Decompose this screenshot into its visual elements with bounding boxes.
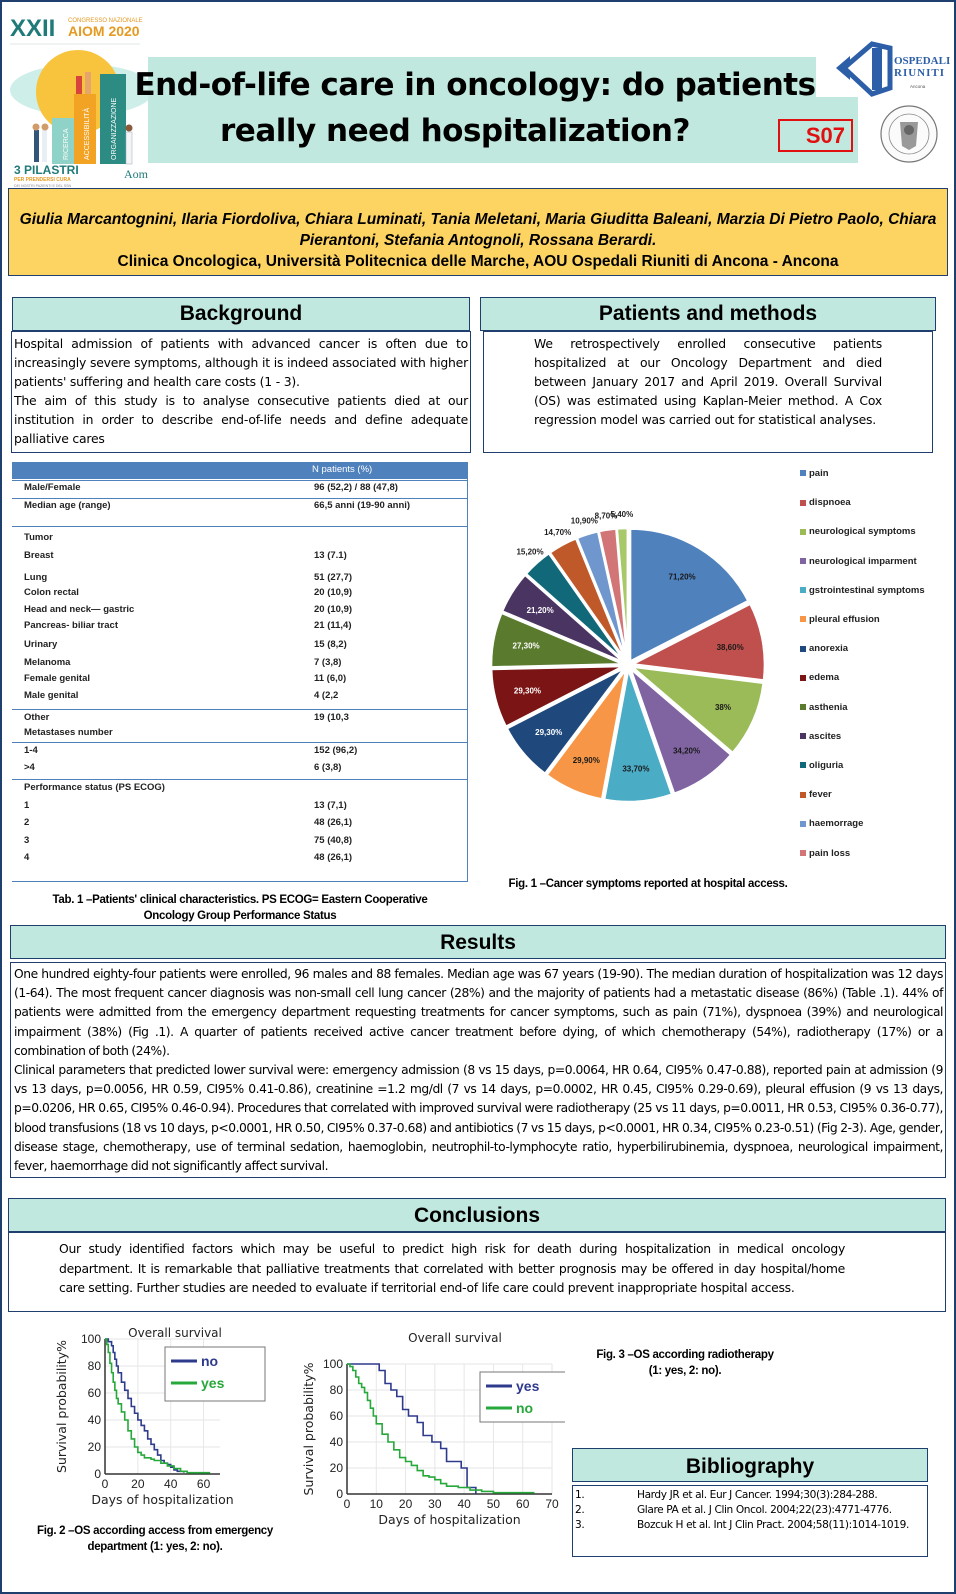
legend-label: neurological symptoms	[809, 526, 916, 538]
y-tick-label: 0	[94, 1467, 101, 1481]
pie-data-label: 38,60%	[716, 642, 744, 652]
legend-swatch	[800, 558, 806, 564]
row-label: Female genital	[24, 673, 90, 684]
pillar-label-accessibilita: ACCESSIBILITÀ	[84, 107, 91, 160]
y-tick-label: 0	[336, 1487, 343, 1501]
row-label: Median age (range)	[24, 500, 111, 511]
hospital-name-line2: RIUNITI	[894, 67, 946, 79]
pillar-label-ricerca: RICERCA	[63, 128, 70, 160]
legend-label: anorexia	[809, 643, 849, 655]
bibliography-list	[572, 1485, 928, 1557]
table-caption	[20, 892, 460, 924]
author-list: Giulia Marcantognini, Ilaria Fiordoliva, Chiara Luminati, Tania Meletani, Maria Giuditta Baleani, Marzia Di Pietro Paolo, Chiara Pierantoni, Stefania Antognoli, Rossana Berardi.	[19, 211, 937, 249]
x-axis-label: Days of hospitalization	[378, 1512, 521, 1527]
row-label: 4	[24, 852, 30, 863]
logo-edition: XXII	[10, 15, 56, 42]
legend-swatch	[800, 792, 806, 798]
fig3-caption-line-1: Fig. 3 –OS according radiotherapy	[596, 1349, 774, 1361]
row-label: Metastases number	[24, 727, 113, 738]
x-tick-label: 60	[196, 1477, 211, 1491]
row-value: 96 (52,2) / 88 (47,8)	[314, 482, 398, 493]
legend-label: ascites	[809, 730, 842, 742]
row-label: Colon rectal	[24, 587, 79, 598]
row-value: 48 (26,1)	[314, 852, 353, 863]
row-label: >4	[24, 762, 35, 773]
x-tick-label: 20	[398, 1497, 413, 1511]
bibliography-item	[575, 1518, 925, 1533]
chart-title: Overall survival	[128, 1326, 222, 1340]
legend-swatch	[800, 529, 806, 535]
km-chart-emergency-access	[50, 1325, 270, 1525]
row-label: Performance status (PS ECOG)	[24, 782, 165, 793]
pie-data-label: 5,40%	[610, 510, 634, 520]
conclusions-body	[8, 1232, 946, 1312]
legend-label: pain loss	[809, 847, 851, 859]
hospital-city: Ancona	[910, 84, 926, 89]
legend-label-no: no	[201, 1353, 219, 1369]
ospedali-riuniti-logo	[832, 38, 950, 100]
logo-congress-label: CONGRESSO NAZIONALE	[68, 18, 143, 24]
row-label: 3	[24, 835, 30, 846]
x-tick-label: 0	[101, 1477, 109, 1491]
methods-heading: Patients and methods	[480, 297, 936, 331]
background-heading: Background	[12, 297, 470, 331]
row-value: 13 (7.1)	[314, 550, 347, 561]
table-caption-line-1: Tab. 1 –Patients' clinical characteristics. PS ECOG= Eastern Cooperative	[52, 894, 428, 906]
x-tick-label: 30	[428, 1497, 442, 1511]
conclusions-heading: Conclusions	[8, 1198, 946, 1232]
pie-data-label: 8,70%	[594, 511, 618, 521]
table-divider	[12, 480, 467, 481]
pillar-label-organizzazione: ORGANIZZAZIONE	[111, 97, 118, 160]
pie-data-label: 33,70%	[622, 764, 650, 774]
university-seal-logo	[878, 100, 940, 168]
results-paragraph-1: One hundred eighty-four patients were enrolled, 96 males and 88 females. Median age was 67 years (19-90). The median duration of hospitalization was 12 days (1-64). The most frequent cancer diagnosis was non-small cell lung cancer (28%) and the majority of patients had a metastatic disease (86%) (Table .1). 44% of patients were admitted from the emergency department requesting treatments for cancer symptoms, such as pain (71%), dyspnoea (39%) and neurological impairment (38%) (Fig .1). A quarter of patients received active cancer treatment before dying, of which chemotherapy (54%), radiotherapy (17%) or a combination of both (24%).	[14, 967, 943, 1058]
legend-item	[800, 585, 925, 596]
ref-text: Glare PA et al. J Clin Oncol. 2004;22(23):4771-4776.	[637, 1504, 892, 1516]
x-tick-label: 50	[486, 1497, 501, 1511]
y-tick-label: 80	[329, 1383, 343, 1397]
y-axis-label: Survival probability%	[301, 1362, 316, 1496]
legend-item	[800, 848, 850, 859]
legend-label: neurological imparment	[809, 555, 917, 567]
row-label: Pancreas- biliar tract	[24, 620, 118, 631]
bibliography-item	[575, 1488, 925, 1503]
title-line-1: End-of-life care in oncology: do patients	[134, 67, 816, 103]
fig1-caption: Fig. 1 –Cancer symptoms reported at hospital access.	[508, 878, 788, 890]
table-divider	[12, 709, 467, 710]
results-body	[10, 962, 946, 1178]
y-tick-label: 40	[329, 1435, 343, 1449]
methods-paragraph: We retrospectively enrolled consecutive patients hospitalized at our Oncology Department and died between January 2017 and April 2019. Overall Survival (OS) was estimated using Kaplan-Meier method. A Cox regression model was carried out for statistical analyses.	[534, 336, 882, 427]
y-tick-label: 20	[87, 1440, 101, 1454]
row-label: Urinary	[24, 639, 58, 650]
legend-item	[800, 556, 917, 567]
ref-text: Hardy JR et al. Eur J Cancer. 1994;30(3):284-288.	[637, 1489, 878, 1501]
fig2-caption-line-2: department (1: yes, 2: no).	[87, 1541, 223, 1553]
row-label: Breast	[24, 550, 54, 561]
legend-label: edema	[809, 672, 840, 684]
row-label: Melanoma	[24, 657, 71, 668]
legend-item	[800, 672, 839, 683]
methods-body	[483, 331, 933, 453]
y-tick-label: 100	[322, 1357, 343, 1371]
background-body	[11, 331, 471, 453]
results-heading: Results	[10, 925, 946, 959]
legend-item	[800, 789, 832, 800]
legend-item	[800, 731, 841, 742]
fig2-caption-line-1: Fig. 2 –OS according access from emergency	[36, 1525, 274, 1537]
x-tick-label: 20	[131, 1477, 145, 1491]
row-value: 51 (27,7)	[314, 572, 353, 583]
ref-number: 3.	[575, 1519, 585, 1531]
legend-label: pain	[809, 468, 829, 479]
x-tick-label: 60	[516, 1497, 530, 1511]
row-value: 21 (11,4)	[314, 620, 352, 631]
legend-item	[800, 702, 848, 713]
legend-label: dispnoea	[809, 497, 851, 509]
x-axis-label: Days of hospitalization	[91, 1492, 234, 1507]
y-tick-label: 20	[329, 1461, 343, 1475]
table-caption-line-2: Oncology Group Performance Status	[143, 910, 337, 922]
x-tick-label: 0	[343, 1497, 351, 1511]
row-label: Tumor	[24, 532, 53, 543]
pie-data-label: 10,90%	[570, 516, 598, 526]
legend-swatch	[800, 850, 806, 856]
legend-label: oliguria	[809, 760, 844, 771]
legend-label-yes: yes	[516, 1378, 540, 1394]
row-value: 19 (10,3	[314, 712, 349, 723]
row-label: 1	[24, 800, 30, 811]
legend-swatch	[800, 762, 806, 768]
logo-tagline: 3 PILASTRI	[14, 163, 79, 177]
x-tick-label: 70	[545, 1497, 559, 1511]
pie-data-label: 34,20%	[672, 746, 701, 756]
row-label: Male genital	[24, 690, 79, 701]
y-tick-label: 100	[80, 1332, 101, 1346]
pie-data-label: 27,30%	[512, 641, 540, 651]
row-value: 15 (8,2)	[314, 639, 347, 650]
legend-item	[800, 614, 880, 625]
y-axis-label: Survival probability%	[54, 1340, 69, 1473]
row-value: 6 (3,8)	[314, 762, 342, 773]
authors-banner	[8, 188, 948, 276]
logo-subtagline: PER PRENDERSI CURA	[14, 177, 71, 183]
legend-label-no: no	[516, 1400, 534, 1416]
row-value: 66,5 anni (19-90 anni)	[314, 500, 411, 511]
table-divider	[12, 498, 467, 499]
legend-swatch	[800, 470, 806, 476]
row-label: 1-4	[24, 745, 38, 756]
table-divider	[12, 526, 467, 527]
legend-label: gstrointestinal symptoms	[809, 584, 925, 596]
y-tick-label: 80	[87, 1359, 101, 1373]
fig2-caption	[10, 1523, 300, 1555]
x-tick-label: 10	[369, 1497, 383, 1511]
poster-code-badge: S07	[778, 119, 853, 152]
pie-data-label: 14,70%	[544, 527, 572, 537]
legend-swatch	[800, 500, 806, 506]
row-value: 152 (96,2)	[314, 745, 358, 756]
legend-item	[800, 526, 916, 537]
title-line-2: really need hospitalization?	[220, 113, 690, 149]
symptoms-pie-chart	[480, 455, 780, 875]
ref-text: Bozcuk H et al. Int J Clin Pract. 2004;58(11):1014-1019.	[637, 1519, 909, 1531]
background-paragraph-1: Hospital admission of patients with advanced cancer is often due to increasingly severe symptoms, although it is indeed associated with higher patients' suffering and health care costs (1 - 3).	[14, 336, 468, 389]
row-value: 75 (40,8)	[314, 835, 353, 846]
ref-number: 1.	[575, 1489, 585, 1501]
table-header	[12, 462, 467, 479]
table-divider	[12, 742, 467, 743]
row-label: 2	[24, 817, 30, 828]
table-divider	[12, 779, 467, 780]
logo-subtagline2: DEI NOSTRI PAZIENTI E DEL SSN	[14, 184, 72, 188]
pie-data-label: 29,30%	[535, 727, 563, 737]
pie-data-label: 29,90%	[572, 755, 600, 765]
conclusions-paragraph: Our study identified factors which may be useful to predict high risk for death during hospitalization in medical oncology department. It is remarkable that palliative treatments that correlated with better prognosis may be offered in day hospital/home care setting. Further studies are needed to evaluate if territorial end-of life care could prevent inappropriate hospital access.	[59, 1241, 845, 1295]
x-tick-label: 40	[164, 1477, 178, 1491]
legend-item	[800, 818, 863, 829]
legend-swatch	[800, 646, 806, 652]
pie-data-label: 38%	[714, 702, 731, 712]
legend-item	[800, 468, 829, 479]
row-value: 20 (10,9)	[314, 587, 353, 598]
bibliography-item	[575, 1503, 925, 1518]
y-tick-label: 60	[87, 1386, 101, 1400]
row-label: Other	[24, 712, 50, 723]
y-tick-label: 40	[87, 1413, 101, 1427]
patient-characteristics-table	[12, 462, 468, 882]
legend-swatch	[800, 675, 806, 681]
legend-label: asthenia	[809, 701, 848, 713]
affiliation: Clinica Oncologica, Università Politecnica delle Marche, AOU Ospedali Riuniti di Ancona - Ancona	[117, 253, 839, 270]
fig3-caption	[560, 1347, 810, 1379]
legend-swatch	[800, 704, 806, 710]
hospital-name-line1: OSPEDALI	[894, 55, 950, 67]
pie-data-label: 71,20%	[668, 572, 696, 582]
pie-data-label: 15,20%	[516, 547, 544, 557]
legend-swatch	[800, 587, 806, 593]
background-paragraph-2: The aim of this study is to analyse consecutive patients died at our institution in order to describe end-of-life needs and define adequate palliative cares	[14, 393, 468, 446]
row-value: 20 (10,9)	[314, 604, 353, 615]
legend-label: haemorrage	[809, 818, 864, 830]
row-value: 11 (6,0)	[314, 673, 347, 684]
row-label: Lung	[24, 572, 48, 583]
legend-item	[800, 760, 843, 771]
ref-number: 2.	[575, 1504, 585, 1516]
row-value: 4 (2,2	[314, 690, 339, 701]
bibliography-heading: Bibliography	[572, 1448, 928, 1482]
chart-title: Overall survival	[408, 1331, 502, 1345]
legend-label: pleural effusion	[809, 614, 880, 625]
pie-data-label: 29,30%	[513, 686, 542, 696]
table-column-header: N patients (%)	[312, 464, 373, 475]
fig3-caption-line-2: (1: yes, 2: no).	[648, 1365, 722, 1377]
legend-item	[800, 497, 851, 508]
y-tick-label: 60	[329, 1409, 343, 1423]
km-curve-yes	[347, 1364, 476, 1494]
legend-swatch	[800, 616, 806, 622]
legend-swatch	[800, 733, 806, 739]
results-paragraph-2: Clinical parameters that predicted lower survival were: emergency admission (8 vs 15 days, p=0.0064, HR 0.64, CI95% 0.47-0.88), reported pain at admission (9 vs 13 days, p=0.0056, HR 0.59, CI95% 0.41-0.86), creatinine =1.2 mg/dl (7 vs 14 days, p=0.0002, HR 0.45, CI95% 0.29-0.69), pleural effusion (9 vs 13 days, p=0.0206, HR 0.65, CI95% 0.46-0.94). Procedures that correlated with improved survival were radiotherapy (25 vs 11 days, p=0.0011, HR 0.53, CI95% 0.36-0.77), blood transfusions (18 vs 10 days, p<0.0001, HR 0.50, CI95% 0.37-0.68) and antibiotics (7 vs 15 days, p<0.0001, HR 0.34, CI95% 0.23-0.51) (Fig 2-3). Age, gender, disease stage, chemotherapy, use of terminal sedation, haemoglobin, neutrophil-to-lymphocyte ratio, hyperbilirubinemia, dyspnoea, neurological impairment, fever, haemorrhage did not significantly affect survival.	[14, 1063, 943, 1174]
row-value: 7 (3,8)	[314, 657, 342, 668]
poster-title	[130, 62, 820, 154]
logo-event: AIOM 2020	[68, 23, 140, 39]
legend-label-yes: yes	[201, 1375, 225, 1391]
row-label: Male/Female	[24, 482, 81, 493]
legend-item	[800, 643, 848, 654]
row-label: Head and neck— gastric	[24, 604, 135, 615]
legend-swatch	[800, 821, 806, 827]
aiom-mark: Aom	[124, 167, 148, 181]
legend-label: fever	[809, 789, 832, 801]
row-value: 48 (26,1)	[314, 817, 353, 828]
row-value: 13 (7,1)	[314, 800, 347, 811]
km-chart-radiotherapy	[295, 1330, 565, 1530]
pie-data-label: 21,20%	[526, 605, 554, 615]
x-tick-label: 40	[457, 1497, 471, 1511]
